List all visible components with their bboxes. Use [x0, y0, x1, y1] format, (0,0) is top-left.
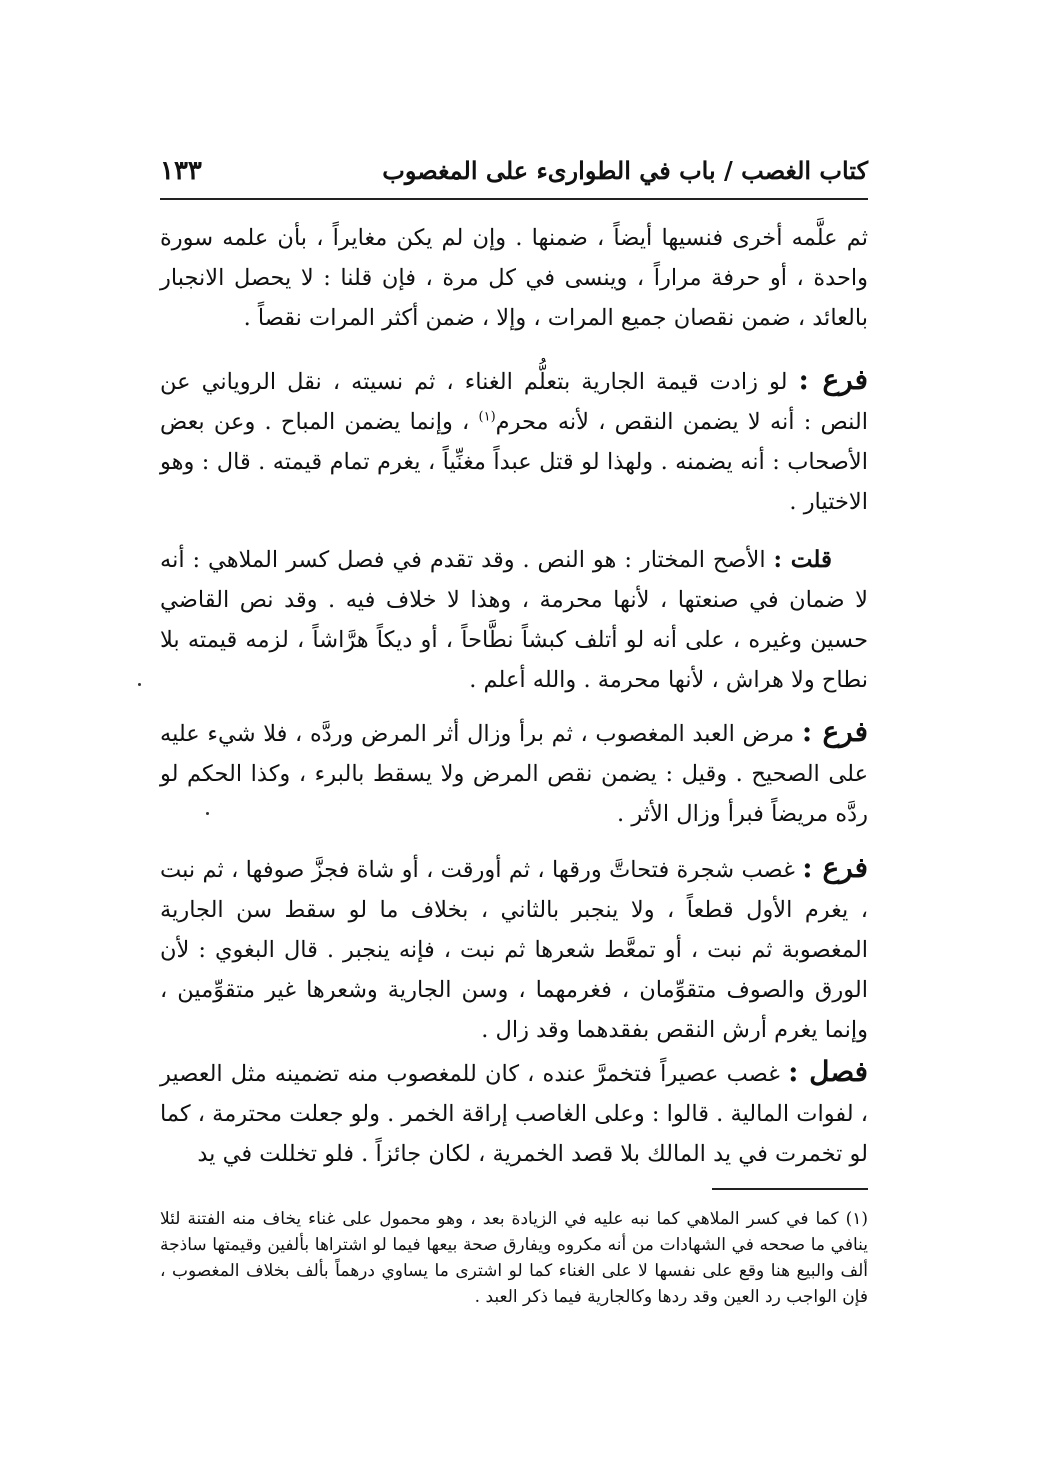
footnote: [160, 1206, 868, 1310]
paragraph-text: ، وإنما يضمن المباح . وعن بعض الأصحاب : أنه يضمنه . ولهذا لو قتل عبداً مغنِّياً ، يغرم تمام قيمته . قال : وهو الاختيار .: [160, 409, 868, 515]
footnote-number: (١): [845, 1209, 868, 1229]
section-term: قلت :: [773, 546, 832, 573]
section-term: فرع :: [801, 715, 869, 748]
paragraph-text: مرض العبد المغصوب ، ثم برأ وزال أثر المرض وردَّه ، فلا شيء عليه على الصحيح . وقيل : يضمن نقص المرض ولا يسقط بالبرء ، وكذا الحكم لو ردَّه مريضاً فبرأ وزال الأثر .: [160, 721, 868, 827]
paragraph-6: [160, 1052, 868, 1174]
section-term: فصل :: [788, 1055, 868, 1088]
paragraph-text: الأصح المختار : هو النص . وقد تقدم في فصل كسر الملاهي : أنه لا ضمان في صنعتها ، لأنها محرمة ، وهذا لا خلاف فيه . وقد نص القاضي حسين وغيره ، على أنه لو أتلف كبشاً نطَّاحاً ، أو ديكاً هرَّاشاً ، لزمه قيمته بلا نطاح ولا هراش ، لأنها محرمة . والله أعلم .: [160, 547, 868, 693]
paragraph-5: [160, 848, 868, 1050]
paragraph-text: غصب شجرة فتحاتَّ ورقها ، ثم أورقت ، أو شاة فجزَّ صوفها ، ثم نبت ، يغرم الأول قطعاً ، ولا ينجبر بالثاني ، بخلاف ما لو سقط سن الجارية المغصوبة ثم نبت ، أو تمعَّط شعرها ثم نبت ، فإنه ينجبر . قال البغوي : لأن الورق والصوف متقوِّمان ، فغرمهما ، وسن الجارية وشعرها غير متقوِّمين ، وإنما يغرم أرش النقص بفقدهما وقد زال .: [160, 857, 868, 1043]
scan-speck: [138, 683, 141, 686]
page-number: ١٣٣: [160, 156, 202, 186]
paragraph-3: [160, 540, 868, 700]
paragraph-text: غصب عصيراً فتخمرَّ عنده ، كان للمغصوب منه تضمينه مثل العصير ، لفوات المالية . قالوا : وعلى الغاصب إراقة الخمر . ولو جعلت محترمة ، كما لو تخمرت في يد المالك بلا قصد الخمرية ، لكان جائزاً . فلو تخللت في يد: [160, 1061, 868, 1167]
section-term: فرع :: [798, 363, 868, 396]
paragraph-1: [160, 218, 868, 338]
running-title: كتاب الغصب / باب في الطوارىء على المغصوب: [382, 156, 868, 185]
scan-speck: [206, 812, 209, 815]
paragraph-text: لو زادت قيمة الجارية بتعلُّم الغناء ، ثم نسيته ، نقل الروياني عن النص : أنه لا يضمن النقص ، لأنه محرم: [160, 369, 869, 435]
footnote-text: كما في كسر الملاهي كما نبه عليه في الزيادة بعد ، وهو محمول على غناء يخاف منه الفتنة لئلا ينافي ما صححه في الشهادات من أنه مكروه ويفارق صحة بيعها فيما لو اشتراها بألفين وقيمتها ساذجة ألف والبيع هنا وقع على نفسها لا على الغناء كما لو اشترى ما يساوي درهماً بألف بخلاف المغصوب ، فإن الواجب رد العين وقد ردها وكالجارية فيما ذكر العبد .: [160, 1209, 868, 1307]
footnote-divider: [712, 1188, 868, 1190]
footnote-marker: (١): [478, 409, 496, 425]
paragraph-4: [160, 712, 868, 834]
section-term: فرع :: [802, 851, 869, 884]
page-header: [160, 150, 868, 200]
paragraph-text: ثم علَّمه أخرى فنسيها أيضاً ، ضمنها . وإن لم يكن مغايراً ، بأن علمه سورة واحدة ، أو حرفة مراراً ، وينسى في كل مرة ، فإن قلنا : لا يحصل الانجبار بالعائد ، ضمن نقصان جميع المرات ، وإلا ، ضمن أكثر المرات نقصاً .: [160, 225, 868, 331]
paragraph-2: [160, 360, 868, 522]
